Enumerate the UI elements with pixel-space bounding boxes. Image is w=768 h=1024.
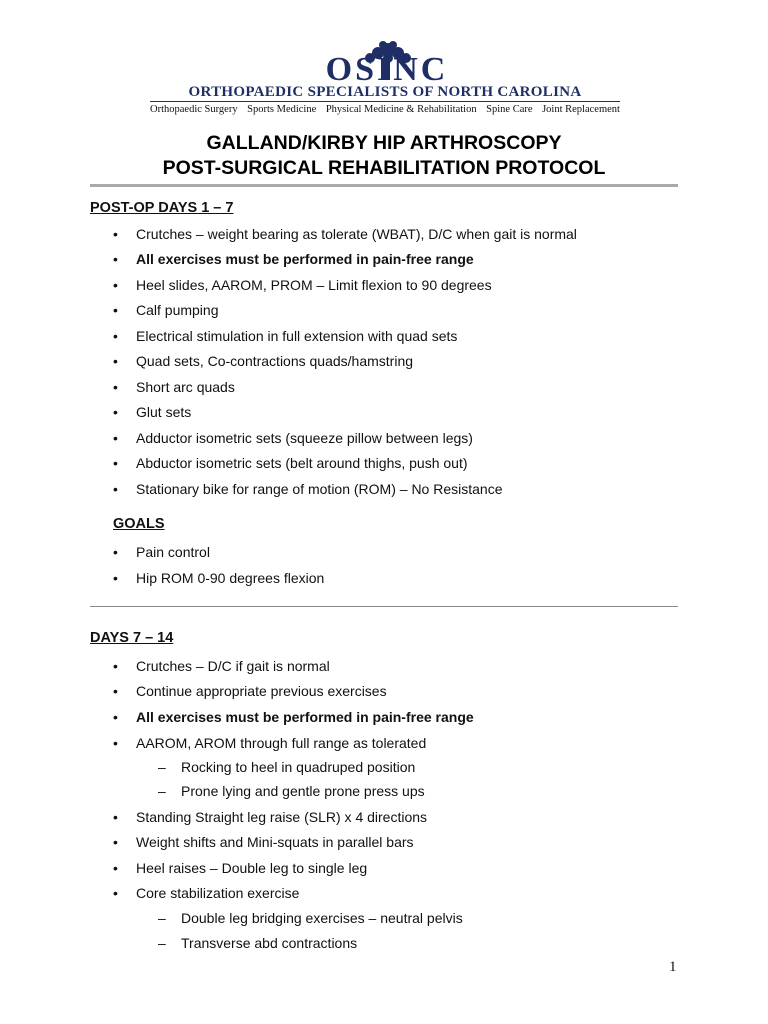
list-item-text: Quad sets, Co-contractions quads/hamstring [136, 353, 414, 369]
bullet: • [113, 834, 118, 850]
list-item-text: Abductor isometric sets (belt around thighs, push out) [136, 455, 468, 471]
list-item-text: Rocking to heel in quadruped position [181, 759, 416, 775]
list-item-text: Prone lying and gentle prone press ups [181, 783, 425, 799]
list-item-text: Glut sets [136, 404, 192, 420]
list-item-text: Crutches – D/C if gait is normal [136, 658, 330, 674]
bullet: • [113, 570, 118, 586]
logo-text: OSINC [325, 51, 449, 88]
page-number: 1 [669, 959, 677, 975]
bullet: • [113, 544, 118, 560]
sub-bullet: – [158, 759, 166, 775]
list-item-text: Weight shifts and Mini-squats in parallel bars [136, 834, 414, 850]
list-item-text: All exercises must be performed in pain-free range [136, 709, 474, 725]
specialty-physical-medicine: Physical Medicine & Rehabilitation [325, 104, 477, 115]
list-item-text: Crutches – weight bearing as tolerate (WBAT), D/C when gait is normal [136, 226, 577, 242]
specialty-orthopaedic-surgery: Orthopaedic Surgery [150, 104, 238, 115]
header-divider [150, 101, 620, 102]
bullet: • [113, 735, 118, 751]
list-item-text: Transverse abd contractions [181, 935, 358, 951]
bullet: • [113, 328, 118, 344]
list-item-text: Core stabilization exercise [136, 885, 300, 901]
sub-bullet: – [158, 910, 166, 926]
list-item-text: Standing Straight leg raise (SLR) x 4 directions [136, 809, 428, 825]
section-heading-post-op-days-1-7: POST-OP DAYS 1 – 7 [90, 200, 234, 216]
bullet: • [113, 860, 118, 876]
list-item-text: Heel slides, AAROM, PROM – Limit flexion to 90 degrees [136, 277, 492, 293]
list-item-text: Calf pumping [136, 302, 219, 318]
bullet: • [113, 379, 118, 395]
section-divider [90, 606, 678, 607]
bullet: • [113, 809, 118, 825]
sub-bullet: – [158, 935, 166, 951]
list-item-text: All exercises must be performed in pain-free range [136, 251, 474, 267]
list-item-text: Pain control [136, 544, 210, 560]
bullet: • [113, 683, 118, 699]
bullet: • [113, 251, 118, 267]
bullet: • [113, 455, 118, 471]
document-title-line1: GALLAND/KIRBY HIP ARTHROSCOPY [206, 132, 562, 154]
bullet: • [113, 885, 118, 901]
specialty-sports-medicine: Sports Medicine [247, 104, 317, 115]
list-item-text: Hip ROM 0-90 degrees flexion [136, 570, 325, 586]
sub-bullet: – [158, 783, 166, 799]
list-item-text: Short arc quads [136, 379, 235, 395]
list-item-text: Heel raises – Double leg to single leg [136, 860, 368, 876]
title-divider [90, 184, 678, 187]
bullet: • [113, 430, 118, 446]
bullet: • [113, 302, 118, 318]
bullet: • [113, 404, 118, 420]
header-logo-block [150, 40, 620, 120]
list-item-text: Double leg bridging exercises – neutral pelvis [181, 910, 463, 926]
bullet: • [113, 481, 118, 497]
specialty-spine-care: Spine Care [486, 104, 533, 115]
list-item-text: Adductor isometric sets (squeeze pillow between legs) [136, 430, 473, 446]
bullet: • [113, 353, 118, 369]
bullet: • [113, 709, 118, 725]
section-heading-goals: GOALS [113, 516, 165, 532]
specialties-line [150, 104, 620, 115]
list-item-text: Electrical stimulation in full extension with quad sets [136, 328, 458, 344]
bullet: • [113, 658, 118, 674]
list-item-text: Stationary bike for range of motion (ROM) – No Resistance [136, 481, 503, 497]
document-title-line2: POST-SURGICAL REHABILITATION PROTOCOL [162, 157, 606, 179]
org-name: ORTHOPAEDIC SPECIALISTS OF NORTH CAROLINA [188, 84, 582, 100]
specialty-joint-replacement: Joint Replacement [542, 104, 620, 115]
section-heading-days-7-14: DAYS 7 – 14 [90, 630, 174, 646]
list-item-text: Continue appropriate previous exercises [136, 683, 387, 699]
bullet: • [113, 277, 118, 293]
list-item-text: AAROM, AROM through full range as tolerated [136, 735, 427, 751]
bullet: • [113, 226, 118, 242]
